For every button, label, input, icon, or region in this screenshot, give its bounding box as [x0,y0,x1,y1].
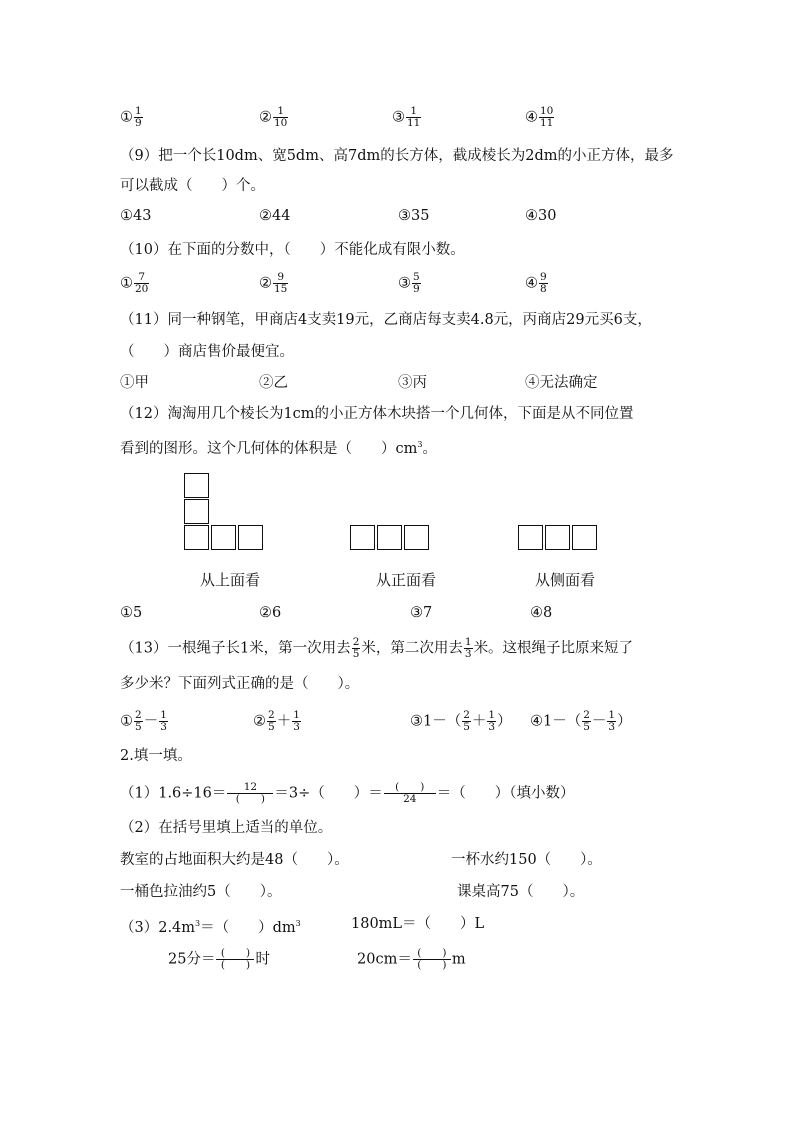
q13-option-3: ③1－（ $\frac{2}{5}$ ＋ $\frac{1}{3}$ ） [410,709,512,733]
fill-question-3c: 25分＝ $\frac{( )}{( )}$ 时 [168,947,270,971]
q11-option-1: ①甲 [120,375,149,391]
q10-option-2: ② $\frac{9}{15}$ [259,271,288,295]
section-2-title: 2.填一填。 [120,748,192,764]
q8-option-1 [120,106,144,129]
q9-line-2: 可以截成（ ）个。 [120,178,265,194]
q9-option-3: ③35 [398,208,430,224]
q9-line-1: （9）把一个长10dm、宽5dm、高7dm的长方体，截成棱长为2dm的小正方体，最多 [120,148,674,164]
option-mark: ④ [525,109,538,126]
q8-option-2 [259,106,289,129]
grid-cell [184,473,209,498]
fill-cup-water: 一杯水约150（ ）。 [451,852,602,868]
fraction: $\frac{9}{8}$ [540,271,547,295]
q13-line-2: 多少米？下面列式正确的是（ ）。 [120,676,360,692]
q12-option-2: ②6 [259,605,282,621]
side-view-figure [518,525,600,553]
fraction-blank[interactable]: $\frac{( )}{( )}$ [413,948,451,971]
fraction: $\frac{10}{11}$ [540,105,554,129]
fraction: $\frac{1}{3}$ [293,709,300,733]
q10-line-1: （10）在下面的分数中，（ ）不能化成有限小数。 [120,242,465,258]
fraction: $\frac{1}{3}$ [160,709,167,733]
fraction: $\frac{2}{5}$ [352,636,360,660]
q9-option-4: ④30 [525,208,557,224]
q11-option-4: ④无法确定 [525,375,598,391]
fraction-blank[interactable]: $\frac{( )}{( )}$ [216,948,254,971]
fill-question-3d: 20cm＝ $\frac{( )}{( )}$ m [357,947,466,971]
fraction: $\frac{1}{3}$ [608,709,616,733]
grid-cell [377,525,402,550]
q11-line-2: （ ）商店售价最便宜。 [120,344,294,360]
q12-line-2: 看到的图形。这个几何体的体积是（ ）$cm^3$。 [120,440,437,457]
q12-line-1: （12）淘淘用几个棱长为1cm的小正方体木块搭一个几何体，下面是从不同位置 [120,406,634,422]
q11-option-3: ③丙 [398,375,427,391]
q8-option-4 [525,106,555,129]
grid-cell [211,525,236,550]
option-mark: ② [259,109,272,126]
q13-option-4: ④1－（ $\frac{2}{5}$ － $\frac{1}{3}$ ） [530,709,632,733]
fraction-blank[interactable]: $\frac{( )}{24}$ [384,782,436,805]
q9-option-2: ②44 [259,208,291,224]
view-top-caption: 从上面看 [200,571,261,589]
q13-line-1: （13）一根绳子长1米，第一次用去 $\frac{2}{5}$ 米，第二次用去 $\frac{1}{3}$ 米。这根绳子比原来短了 [120,636,634,660]
q8-option-3 [392,106,422,129]
fraction: $\frac{1}{3}$ [488,709,496,733]
grid-cell [350,525,375,550]
option-mark: ① [120,109,133,126]
fraction: $\frac{9}{15}$ [274,271,288,295]
q10-option-3: ③ $\frac{5}{9}$ [398,271,420,295]
grid-cell [518,525,543,550]
top-view-figure [184,473,266,553]
fill-desk-height: 课桌高75（ ）。 [457,884,585,900]
fraction: $\frac{1}{3}$ [464,636,472,660]
fill-classroom-area: 教室的占地面积大约是48（ ）。 [120,852,349,868]
fraction: $\frac{1}{9}$ [135,105,142,129]
fill-question-3a: $(3)2.4m^3=$（ ）$dm^3$ [120,919,301,936]
fraction: $\frac{7}{20}$ [135,271,149,295]
q11-option-2: ②乙 [259,375,288,391]
fill-question-2-title: （2）在括号里填上适当的单位。 [120,820,333,836]
q12-option-3: ③7 [410,605,433,621]
fraction-blank[interactable]: $\frac{12}{( )}$ [227,782,273,805]
fraction: $\frac{2}{5}$ [135,709,142,733]
q12-option-1: ①5 [120,605,143,621]
fraction: $\frac{5}{9}$ [413,271,420,295]
fraction: $\frac{2}{5}$ [583,709,590,733]
fill-oil-bucket: 一桶色拉油约5（ ）。 [120,884,282,900]
grid-cell [184,499,209,524]
q11-line-1: （11）同一种钢笔，甲商店4支卖19元，乙商店每支卖4.8元，丙商店29元买6支， [120,312,652,328]
fraction: $\frac{2}{5}$ [463,709,470,733]
view-side-caption: 从侧面看 [535,571,596,589]
q9-option-1: ①43 [120,208,152,224]
q10-option-4: ④ $\frac{9}{8}$ [525,271,547,295]
option-mark: ③ [392,109,405,126]
fill-question-1: （1）1.6÷16＝ $\frac{12}{( )}$ ＝3÷（ ）＝ $\frac{( )}{24}$ ＝（ ）（填小数） [120,781,575,805]
grid-cell [238,525,263,550]
q13-option-1: ① $\frac{2}{5}$ － $\frac{1}{3}$ [120,709,167,733]
q12-option-4: ④8 [530,605,553,621]
view-front-caption: 从正面看 [376,571,437,589]
fraction: $\frac{1}{10}$ [274,105,288,129]
grid-cell [572,525,597,550]
fraction: $\frac{1}{11}$ [407,105,421,129]
q13-option-2: ② $\frac{2}{5}$ ＋ $\frac{1}{3}$ [253,709,300,733]
fraction: $\frac{2}{5}$ [268,709,275,733]
fill-question-3b: 180mL＝（ ）L [351,916,485,932]
grid-cell [404,525,429,550]
grid-cell [545,525,570,550]
front-view-figure [350,525,432,553]
grid-cell [184,525,209,550]
q10-option-1: ① $\frac{7}{20}$ [120,271,149,295]
